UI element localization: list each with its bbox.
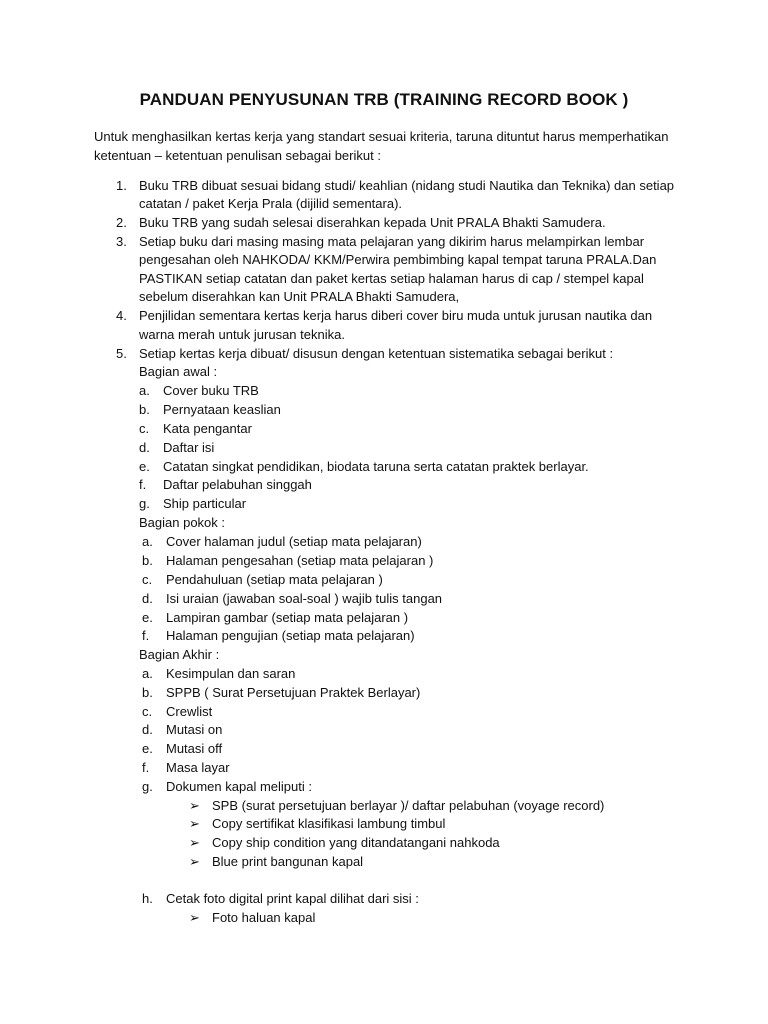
item-number: 5.: [116, 346, 127, 361]
sub-list-item: Foto haluan kapal: [212, 910, 316, 925]
item-line: Penjilidan sementara kertas kerja harus diberi cover biru muda untuk jurusan nautika dan: [139, 308, 653, 323]
list-letter: e.: [142, 610, 153, 625]
intro-line: ketentuan – ketentuan penulisan sebagai berikut :: [94, 148, 381, 163]
list-item: Kesimpulan dan saran: [166, 666, 296, 681]
item-line: Buku TRB yang sudah selesai diserahkan kepada Unit PRALA Bhakti Samudera.: [139, 215, 606, 230]
intro-paragraph: [94, 127, 694, 165]
list-item: Lampiran gambar (setiap mata pelajaran ): [166, 610, 409, 625]
list-item: Mutasi off: [166, 741, 223, 756]
sub-list-item: Copy ship condition yang ditandatangani nahkoda: [212, 835, 500, 850]
item-line: pengesahan oleh NAHKODA/ KKM/Perwira pembimbing kapal tempat taruna PRALA.Dan: [139, 252, 657, 267]
list-letter: f.: [139, 477, 147, 492]
list-item: Cover buku TRB: [163, 383, 259, 398]
list-letter: a.: [139, 383, 150, 398]
list-letter: b.: [139, 402, 150, 417]
list-letter: g.: [139, 496, 150, 511]
list-letter: c.: [142, 704, 153, 719]
item-line: warna merah untuk jurusan teknika.: [139, 327, 345, 342]
sub-list-item: Blue print bangunan kapal: [212, 854, 364, 869]
list-item: Masa layar: [166, 760, 230, 775]
intro-line: Untuk menghasilkan kertas kerja yang standart sesuai kriteria, taruna dituntut harus memperhatikan: [94, 129, 669, 144]
list-item: Cetak foto digital print kapal dilihat dari sisi :: [166, 891, 419, 906]
item-line: Setiap buku dari masing masing mata pelajaran yang dikirim harus melampirkan lembar: [139, 234, 645, 249]
list-item: Cover halaman judul (setiap mata pelajaran): [166, 534, 422, 549]
item-number: 3.: [116, 234, 127, 249]
list-letter: a.: [142, 666, 153, 681]
list-letter: b.: [142, 553, 153, 568]
list-letter: f.: [142, 628, 150, 643]
list-letter: g.: [142, 779, 153, 794]
list-letter: b.: [142, 685, 153, 700]
list-letter: e.: [142, 741, 153, 756]
item-line: Buku TRB dibuat sesuai bidang studi/ keahlian (nidang studi Nautika dan Teknika) dan setiap: [139, 178, 675, 193]
list-item: Dokumen kapal meliputi :: [166, 779, 312, 794]
list-item: Halaman pengujian (setiap mata pelajaran): [166, 628, 415, 643]
list-letter: d.: [139, 440, 150, 455]
list-item: Halaman pengesahan (setiap mata pelajaran ): [166, 553, 434, 568]
list-item: Isi uraian (jawaban soal-soal ) wajib tulis tangan: [166, 591, 443, 606]
item-line: Setiap kertas kerja dibuat/ disusun dengan ketentuan sistematika sebagai berikut :: [139, 346, 614, 361]
arrow-bullet-icon: ➢: [189, 816, 200, 831]
list-letter: d.: [142, 722, 153, 737]
item-line: catatan / paket Kerja Prala (dijilid sementara).: [139, 196, 403, 211]
sub-list-item: SPB (surat persetujuan berlayar )/ daftar pelabuhan (voyage record): [212, 798, 605, 813]
arrow-bullet-icon: ➢: [189, 854, 200, 869]
item-line: sebelum diserahkan kan Unit PRALA Bhakti Samudera,: [139, 289, 460, 304]
document-title: PANDUAN PENYUSUNAN TRB (TRAINING RECORD BOOK ): [139, 90, 629, 109]
arrow-bullet-icon: ➢: [189, 798, 200, 813]
list-letter: a.: [142, 534, 153, 549]
list-letter: f.: [142, 760, 150, 775]
list-item: Pernyataan keaslian: [163, 402, 281, 417]
list-letter: h.: [142, 891, 153, 906]
list-item: Mutasi on: [166, 722, 223, 737]
list-item: Catatan singkat pendidikan, biodata taruna serta catatan praktek berlayar.: [163, 459, 589, 474]
sub-list-item: Copy sertifikat klasifikasi lambung timbul: [212, 816, 446, 831]
list-item: Crewlist: [166, 704, 213, 719]
arrow-bullet-icon: ➢: [189, 910, 200, 925]
list-item: Ship particular: [163, 496, 247, 511]
item-number: 1.: [116, 178, 127, 193]
section-heading-bagian-pokok: Bagian pokok :: [139, 515, 226, 530]
list-item: Pendahuluan (setiap mata pelajaran ): [166, 572, 383, 587]
list-item: SPPB ( Surat Persetujuan Praktek Berlayar): [166, 685, 421, 700]
section-heading-bagian-awal: Bagian awal :: [139, 364, 218, 379]
section-heading-bagian-akhir: Bagian Akhir :: [139, 647, 220, 662]
list-item: Kata pengantar: [163, 421, 252, 436]
list-letter: e.: [139, 459, 150, 474]
list-letter: c.: [142, 572, 153, 587]
arrow-bullet-icon: ➢: [189, 835, 200, 850]
list-letter: d.: [142, 591, 153, 606]
list-item: Daftar pelabuhan singgah: [163, 477, 312, 492]
item-number: 4.: [116, 308, 127, 323]
list-item: Daftar isi: [163, 440, 215, 455]
item-line: PASTIKAN setiap catatan dan paket kertas setiap halaman harus di cap / stempel kapal: [139, 271, 644, 286]
item-number: 2.: [116, 215, 127, 230]
list-letter: c.: [139, 421, 150, 436]
